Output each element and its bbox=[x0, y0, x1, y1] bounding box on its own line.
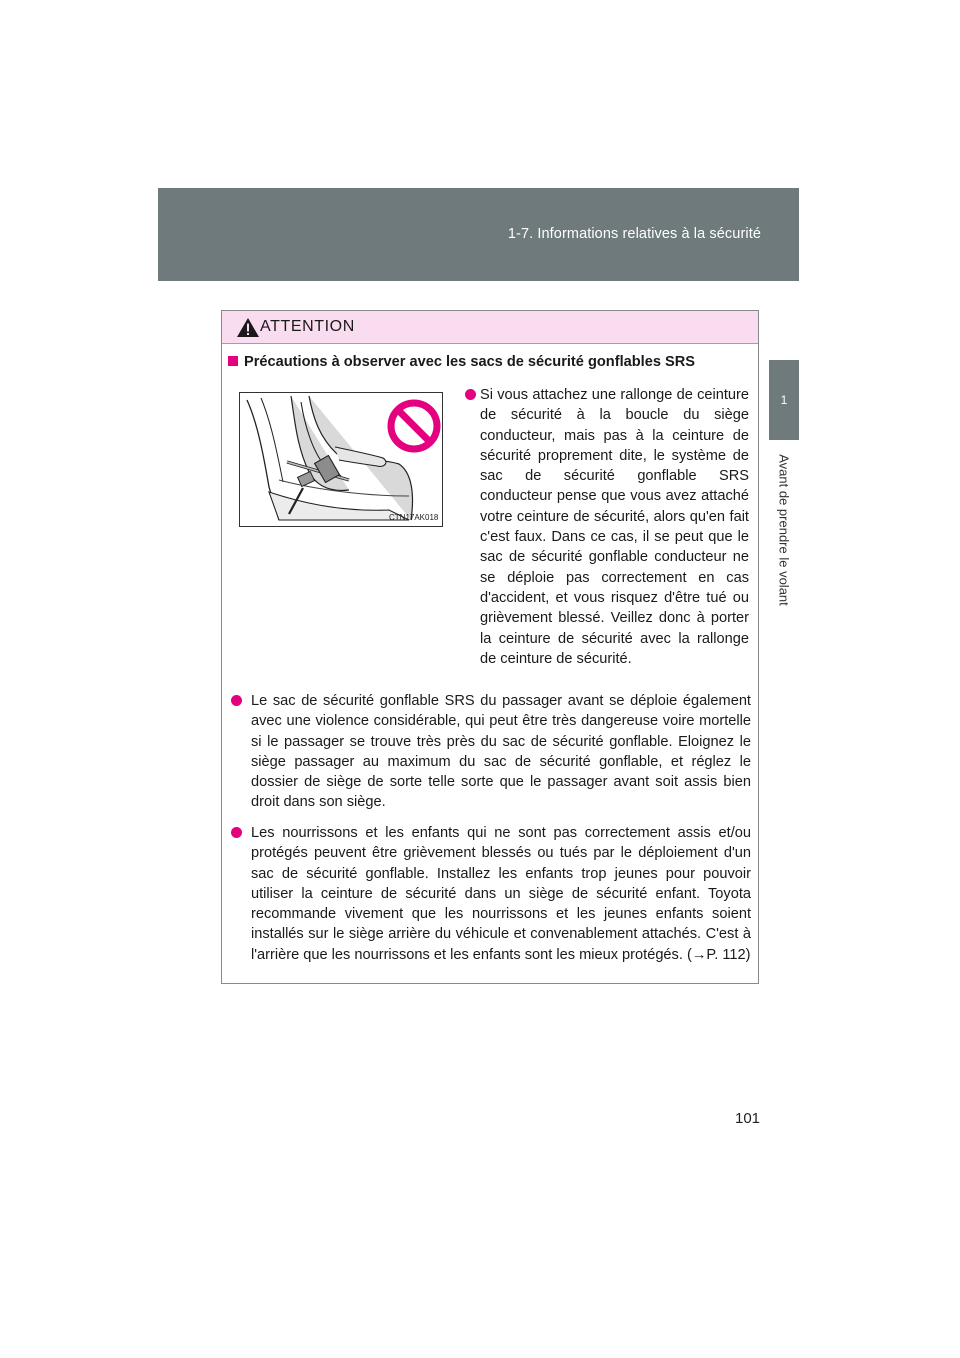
seatbelt-extender-illustration bbox=[239, 392, 443, 527]
illustration-code: CTN17AK018 bbox=[389, 513, 439, 522]
page-number: 101 bbox=[735, 1110, 761, 1127]
list-item-text: Si vous attachez une rallonge de ceinture de sécurité à la boucle du siège conducteur, mais pas à la ceinture de sécurité proprement dite, le système de sac de sécurité gonflable SRS conducteur pense que vous avez attaché votre ceinture de sécurité, alors qu'en fait c'est faux. Dans ce cas, il se peut que le sac de sécurité gonflable conducteur ne se déploie pas correctement en cas d'accident, et vous risquez d'être tué ou grièvement blessé. Veillez donc à porter la ceinture de sécurité avec la rallonge de ceinture de sécurité. bbox=[480, 387, 749, 667]
chapter-label: Avant de prendre le volant bbox=[776, 454, 792, 606]
square-bullet-icon bbox=[228, 356, 238, 366]
chapter-tab bbox=[769, 360, 799, 440]
section-heading-text: Précautions à observer avec les sacs de sécurité gonflables SRS bbox=[244, 354, 696, 370]
warning-title: ATTENTION bbox=[260, 318, 355, 335]
bullet-dot-icon bbox=[231, 827, 242, 838]
list-item bbox=[231, 691, 751, 813]
list-item bbox=[231, 823, 751, 965]
warning-triangle-icon bbox=[236, 317, 260, 338]
bullet-dot-icon bbox=[465, 389, 476, 400]
bullet-dot-icon bbox=[231, 695, 242, 706]
header-band bbox=[158, 188, 799, 281]
list-item-text: Les nourrissons et les enfants qui ne sont pas correctement assis et/ou protégés peuvent être grièvement blessés ou tués par le déploiement d'un sac de sécurité gonflable. Installez les enfants trop jeunes pour pouvoir utiliser la ceinture de sécurité dans un siège de sécurité enfant. Toyota recommande vivement que les nourrissons et les jeunes enfants soient installés sur le siège arrière du véhicule et convenablement attachés. C'est à l'arrière que les nourrissons et les enfants sont les mieux protégés. (→P. 112) bbox=[251, 825, 751, 963]
warning-box bbox=[221, 310, 759, 984]
section-title: 1-7. Informations relatives à la sécurité bbox=[507, 226, 761, 242]
section-heading bbox=[228, 354, 748, 370]
warning-header bbox=[222, 311, 758, 344]
list-item-text: Le sac de sécurité gonflable SRS du passager avant se déploie également avec une violence considérable, qui peut être très dangereuse voire mortelle si le passager se trouve très près du sac de sécurité gonflable. Eloignez le siège passager au maximum du sac de sécurité gonflable, et réglez le dossier de siège de sorte telle sorte que le passager avant soit assis bien droit dans son siège. bbox=[251, 693, 751, 811]
chapter-number: 1 bbox=[780, 393, 788, 407]
list-item bbox=[465, 385, 749, 669]
